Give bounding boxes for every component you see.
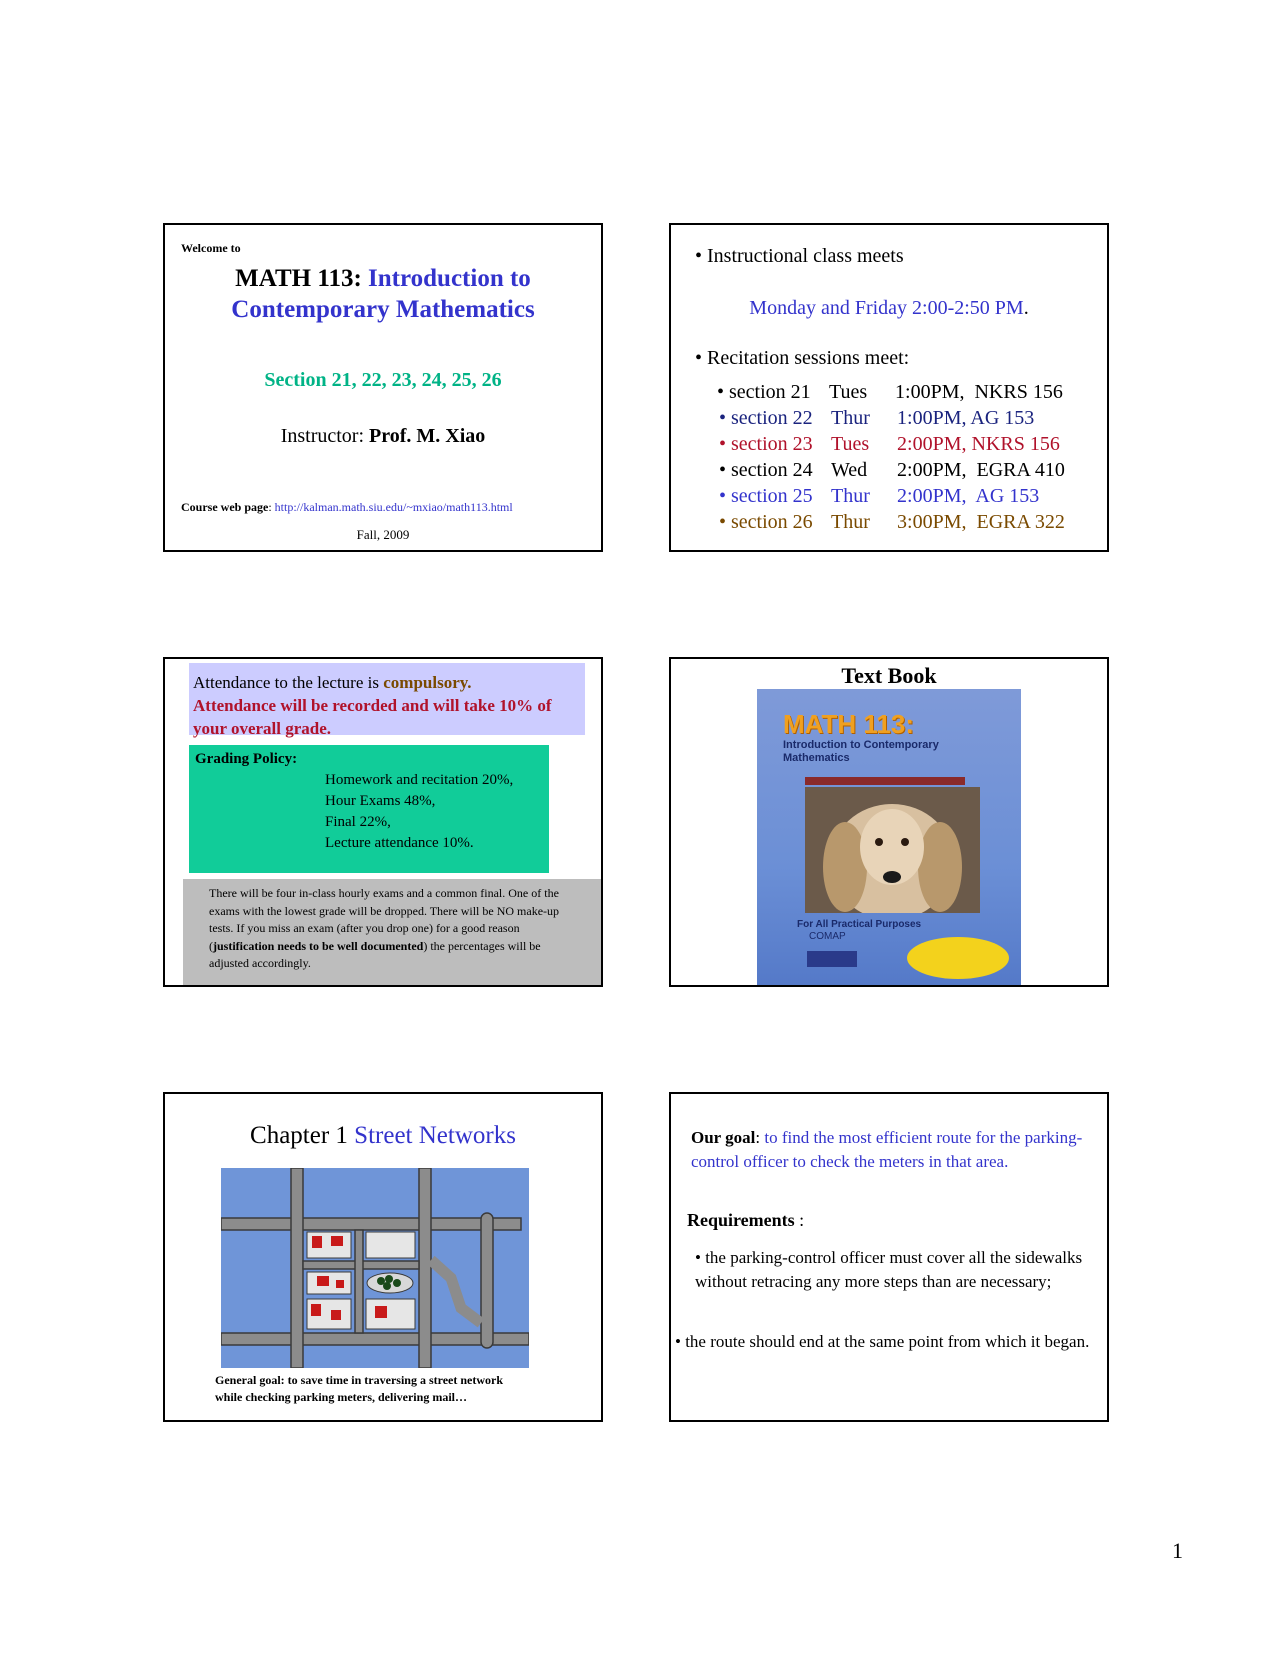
grading-item: Homework and recitation 20%,: [325, 772, 514, 788]
section-day: Tues: [831, 433, 870, 455]
grading-box: [189, 745, 549, 873]
grading-item: Hour Exams 48%,: [325, 793, 436, 809]
recitation-row: [717, 381, 1063, 404]
bullet: •: [719, 459, 732, 481]
course-web-link[interactable]: http://kalman.math.siu.edu/~mxiao/math113.html: [274, 500, 513, 514]
exam-note-box: [183, 879, 603, 987]
attendance-box: [189, 663, 585, 738]
section-name: section 25: [731, 485, 813, 507]
chapter-title: [165, 1122, 601, 1150]
section-day: Thur: [831, 407, 870, 429]
bullet-recitation: • Recitation sessions meet:: [695, 347, 910, 369]
section-day: Thur: [831, 485, 870, 507]
slide-title: [163, 223, 603, 552]
cover-sticker: [907, 937, 1009, 979]
requirement-text-1: the parking-control officer must cover all the sidewalks without retracing any more steps than are necessary;: [695, 1248, 1083, 1291]
textbook-title: Text Book: [841, 663, 937, 688]
cover-author: COMAP: [809, 931, 846, 942]
course-title-line2: Contemporary Mathematics: [231, 296, 535, 323]
exam-note: There will be four in-class hourly exams and a common final. One of the exams with the lowest grade will be dropped. There will be NO make-up tests. If you miss an exam (after you drop one) for a good reason (: [209, 886, 560, 953]
term-text: Fall, 2009: [356, 527, 410, 542]
bullet: •: [719, 485, 732, 507]
grading-title: Grading Policy:: [195, 751, 298, 767]
requirement-item: • the parking-control officer must cover all the sidewalks without retracing any more steps than are necessary;: [695, 1248, 1083, 1291]
welcome-text: Welcome to: [181, 241, 241, 255]
our-goal: Our goal: to find the most efficient route for the parking-control officer to check the meters in that area.: [691, 1128, 1083, 1171]
grading-item: Lecture attendance 10%.: [325, 835, 474, 851]
bullet: •: [719, 511, 732, 533]
section-day: Tues: [829, 381, 868, 403]
web-colon: :: [268, 500, 275, 514]
instructor-name: Prof. M. Xiao: [369, 425, 486, 447]
cover-title: MATH 113:: [783, 709, 914, 739]
grading-items: [325, 770, 543, 854]
class-time: Monday and Friday 2:00-2:50 PM: [749, 297, 1024, 319]
chapter-topic: Street Networks: [354, 1122, 516, 1149]
cover-subtitle-1: Introduction to Contemporary: [783, 739, 939, 751]
course-code: MATH 113:: [235, 265, 362, 292]
section-time: 3:00PM, EGRA 322: [897, 511, 1065, 533]
section-time: 1:00PM, NKRS 156: [895, 381, 1063, 403]
requirement-item: • the route should end at the same point from which it began.: [675, 1332, 1090, 1351]
course-web-line: [181, 500, 513, 515]
section-time: 1:00PM, AG 153: [897, 407, 1035, 429]
our-goal-text: to find the most efficient route for the parking-control officer to check the meters in that area.: [691, 1128, 1083, 1171]
section-time: 2:00PM, NKRS 156: [897, 433, 1060, 455]
web-label: Course web page: [181, 500, 269, 514]
page-number: 1: [1172, 1538, 1183, 1563]
requirement-text-2: the route should end at the same point from which it began.: [685, 1332, 1090, 1351]
section-name: section 26: [731, 511, 813, 533]
grading-item: Final 22%,: [325, 814, 391, 830]
bullet: •: [719, 407, 732, 429]
recitation-text: Recitation sessions meet:: [707, 347, 910, 369]
class-meets-text: Instructional class meets: [707, 245, 904, 267]
section-name: section 22: [731, 407, 813, 429]
section-time: 2:00PM, EGRA 410: [897, 459, 1065, 481]
chapter-label: Chapter 1: [250, 1122, 348, 1149]
class-time-period: .: [1023, 297, 1029, 319]
general-goal-line2: while checking parking meters, delivering mail…: [215, 1390, 467, 1404]
recitation-row: [719, 459, 1065, 482]
recitation-row: [719, 511, 1065, 534]
attendance-recorded-text: Attendance will be recorded and will take 10% of your overall grade.: [193, 696, 552, 738]
cover-dog-photo: [805, 787, 980, 913]
section-time: 2:00PM, AG 153: [897, 485, 1040, 507]
compulsory-text: compulsory.: [383, 673, 472, 692]
bullet: •: [719, 433, 732, 455]
slide-textbook: [669, 657, 1109, 987]
general-goal: [215, 1372, 503, 1406]
recitation-row: [719, 433, 1060, 456]
textbook-cover: [757, 689, 1021, 987]
street-map-image: [221, 1168, 529, 1368]
cover-subtitle-2: Mathematics: [783, 752, 850, 764]
exam-note-end: ) the percentages will be adjusted accordingly.: [209, 938, 541, 970]
cover-subtitle: [783, 739, 939, 765]
slide-grading: [163, 657, 603, 987]
recitation-row: [719, 485, 1039, 508]
class-time-line: [671, 297, 1107, 320]
instructor-label: Instructor:: [280, 425, 365, 447]
slide-goal: [669, 1092, 1109, 1422]
section-day: Thur: [831, 511, 870, 533]
bullet-class-meets: • Instructional class meets: [695, 245, 904, 267]
slide-schedule: [669, 223, 1109, 552]
our-goal-label: Our goal: [691, 1128, 756, 1147]
requirements-label: Requirements: [687, 1210, 795, 1230]
section-name: section 23: [731, 433, 813, 455]
section-name: section 24: [731, 459, 813, 481]
sections-text: Section 21, 22, 23, 24, 25, 26: [264, 369, 502, 391]
course-title: [165, 263, 601, 325]
cover-footer: For All Practical Purposes: [797, 919, 922, 930]
cover-band: [805, 777, 965, 785]
recitation-row: [719, 407, 1034, 430]
requirements-heading: Requirements :: [687, 1210, 805, 1230]
course-title-line1: Introduction to: [368, 265, 531, 292]
attendance-text: Attendance to the lecture is: [193, 673, 379, 692]
exam-note-bold: justification needs to be well documented: [213, 938, 424, 953]
instructor-line: [165, 425, 601, 448]
section-name: section 21: [729, 381, 811, 403]
section-day: Wed: [831, 459, 868, 481]
cover-publisher-logo: [807, 951, 857, 967]
bullet: •: [717, 381, 730, 403]
slide-street-networks: [163, 1092, 603, 1422]
general-goal-line1: General goal: to save time in traversing a street network: [215, 1373, 504, 1387]
